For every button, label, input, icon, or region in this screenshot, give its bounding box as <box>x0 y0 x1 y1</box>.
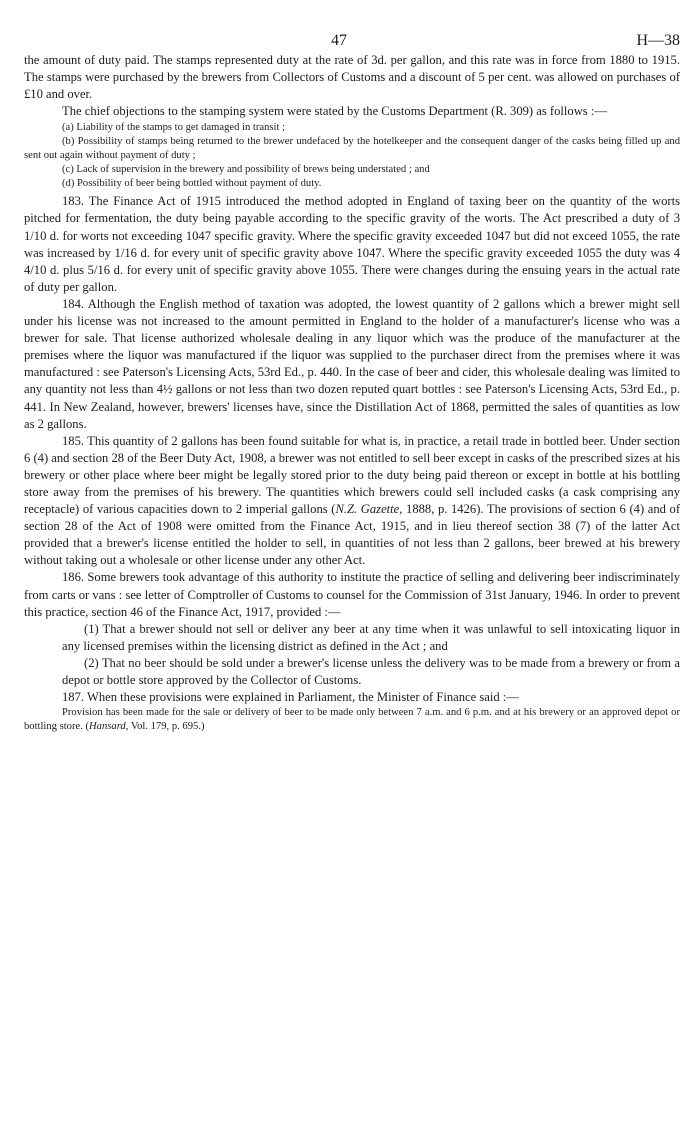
page-header <box>24 22 680 52</box>
paragraph-objections: The chief objections to the stamping system were stated by the Customs Department (R. 309) as follows :— <box>62 104 607 119</box>
paragraph-185-text-a: 185. This quantity of 2 gallons has been found suitable for what is, in practice, a retail trade in bottled beer. Under section 6 (4) and section 28 of the Beer Duty Act, 1908, a brewer was not entitled to sell beer except in casks of the prescribed sizes at his brewery or other place where beer might be legally stored prior to the duty being paid thereon or except in bottle at his bottling store away from the premises of his brewery. The quantities which brewers could sell included casks (a cask comprising any receptacle) of various capacities down to 2 imperial gallons ( <box>24 433 680 517</box>
document-code: H—38 <box>636 32 680 49</box>
provision-item-2: (2) That no beer should be sold under a brewer's license unless the delivery was to be made from a brewery or from a depot or bottle store approved by the Collector of Customs. <box>62 655 680 687</box>
provision-item-1: (1) That a brewer should not sell or deliver any beer at any time when it was unlawful to sell intoxicating liquor in any licensed premises within the licensing district as defined in the Act ; and <box>62 621 680 653</box>
objection-item-c: (c) Lack of supervision in the brewery and possibility of brews being understated ; and <box>62 164 430 176</box>
paragraph-185 <box>24 433 680 570</box>
paragraph-185-citation: N.Z. Gazette, <box>335 502 403 517</box>
paragraph-185-text-b: 1888, p. 1426). The provisions of section 6 (4) and of section 28 of the Act of 1908 were omitted from the Finance Act, 1915, and in lieu thereof section 38 (7) of the latter Act provided that a brewer's license entitled the holder to sell, in quantities of not less than 2 gallons, beer brewed at his brewery without taking out a wholesale or other license under any other Act. <box>24 502 681 568</box>
hansard-quote-text-a: Provision has been made for the sale or delivery of beer to be made only between 7 a.m. and 6 p.m. and at his brewery or an approved depot or bottling store. ( <box>24 707 680 733</box>
paragraph-183: 183. The Finance Act of 1915 introduced the method adopted in England of taxing beer on the quantity of the worts pitched for fermentation, the duty being payable according to the specific gravity of the worts. The Act prescribed a duty of 3 1/10 d. for worts not exceeding 1047 specific gravity. Where the specific gravity exceeded 1047 but did not exceed 1055, the rate was increased by 1/16 d. for every unit of specific gravity above 1047. Where the specific gravity exceeded 1055 the duty was 4 4/10 d. plus 5/16 d. for every unit of specific gravity above 1055. There were changes during the ensuing years in the actual rate of duty per gallon. <box>24 194 680 294</box>
objections-list <box>24 121 680 191</box>
objection-item-d: (d) Possibility of beer being bottled without payment of duty. <box>62 178 322 190</box>
hansard-citation: Hansard, <box>89 721 129 733</box>
paragraph-186: 186. Some brewers took advantage of this authority to institute the practice of selling and delivering beer indiscriminately from carts or vans : see letter of Comptroller of Customs to counsel for the Commission of 31st January, 1946. In order to prevent this practice, section 46 of the Finance Act, 1917, provided :— <box>24 570 680 619</box>
objection-item-a: (a) Liability of the stamps to get damaged in transit ; <box>62 122 286 134</box>
paragraph-184: 184. Although the English method of taxation was adopted, the lowest quantity of 2 gallons which a brewer might sell under his license was not increased to the amount permitted in England to the holder of a manufacturer's license who was a brewer for sale. That license authorized wholesale dealing in any liquor which was the produce of the manufacturer at the premises where the liquor was manufactured if the liquor was supplied to the purchaser direct from the premises where it was manufactured : see Paterson's Licensing Acts, 53rd Ed., p. 440. In the case of beer and cider, this wholesale dealing was limited to any quantity not less than 4½ gallons or not less than two dozen reputed quart bottles : see Paterson's Licensing Acts, 53rd Ed., p. 441. In New Zealand, however, brewers' licenses have, since the Distillation Act of 1868, permitted the sales of quantities as low as 2 gallons. <box>24 296 680 431</box>
objection-item-b: (b) Possibility of stamps being returned to the brewer undefaced by the hotelkeeper and the consequent danger of the casks being filled up and sent out again without payment of duty ; <box>24 136 680 162</box>
paragraph-187: 187. When these provisions were explained in Parliament, the Minister of Finance said :— <box>62 690 519 705</box>
hansard-quote <box>24 706 680 734</box>
page-number: 47 <box>331 32 347 49</box>
hansard-quote-text-b: Vol. 179, p. 695.) <box>128 721 205 733</box>
provisions-list <box>24 621 680 689</box>
paragraph-intro: the amount of duty paid. The stamps represented duty at the rate of 3d. per gallon, and this rate was in force from 1880 to 1915. The stamps were purchased by the brewers from Collectors of Customs and a discount of 5 per cent. was allowed on purchases of £10 and over. <box>24 53 680 102</box>
